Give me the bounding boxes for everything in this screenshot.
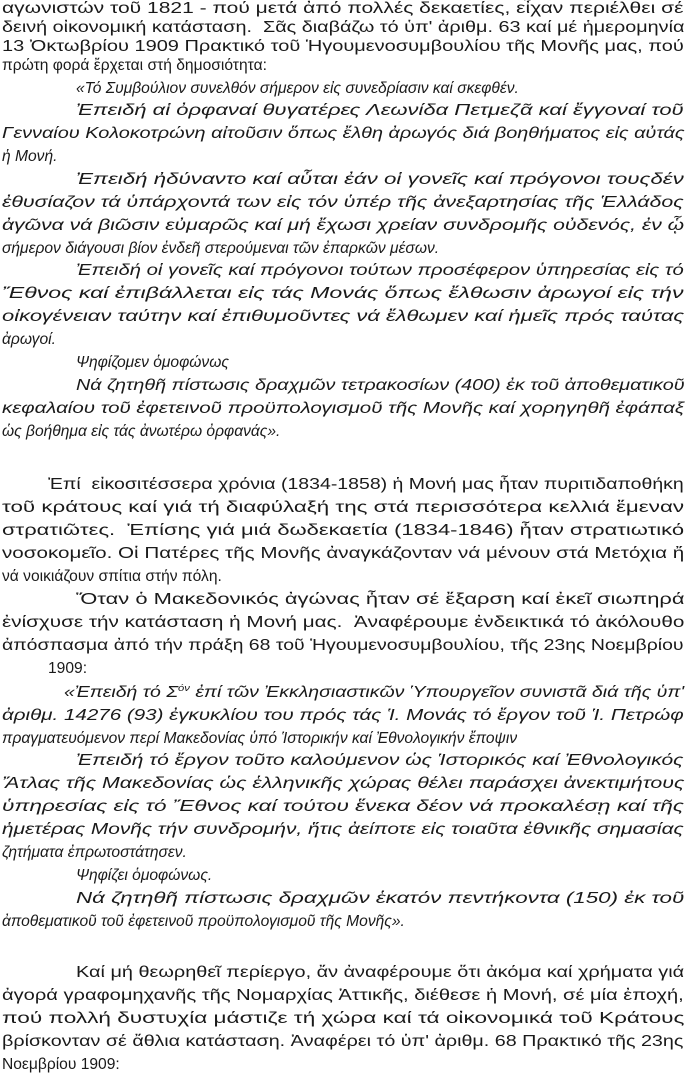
text-line: τοῦ κράτους καί γιά τή διαφύλαξή της στά περισσότερα κελλιά ἔμεναν bbox=[2, 499, 685, 516]
quote-line: ἡμετέρας Μονῆς τήν συνδρομήν, ἥτις ἀείποτε εἰς τοιαῦτα ἐθνικῆς σημασίας bbox=[2, 821, 684, 838]
quote-line: ὡς βοήθημα εἰς τάς ἀνωτέρω ὀρφανάς». bbox=[2, 423, 281, 440]
text-line: ἀπόσπασμα ἀπό τήν πράξη 68 τοῦ Ἡγουμενοσυμβουλίου, τῆς 23ης Νοεμβρίου bbox=[2, 637, 684, 654]
text-line: δεινή οἰκονομική κατάσταση. Σᾶς διαβάζω τό ὑπ' ἀριθμ. 63 καί μέ ἡμερομηνία bbox=[2, 19, 685, 36]
quote-line: Γενναίου Κολοκοτρώνη αἰτοῦσιν ὅπως ἔλθη ἀρωγός διά βοηθήματος εἰς αὐτάς bbox=[2, 125, 685, 142]
quote-line: οἰκογένειαν ταύτην καί ἐπιθυμοῦντες νά ἔλθωμεν καί ἡμεῖς πρός ταύτας bbox=[2, 308, 685, 325]
quote-line: ἀρωγοί. bbox=[2, 331, 56, 348]
text-line: ἀγορά γραφομηχανῆς τῆς Νομαρχίας Ἀττικῆς, διέθεσε ἡ Μονή, σέ μία ἐποχή, bbox=[2, 987, 684, 1004]
quote-line: σήμερον διάγουσι βίον ἐνδεῆ στερούμεναι τῶν ἐπαρκῶν μέσων. bbox=[2, 240, 440, 257]
text-line: Ἐπί εἰκοσιτέσσερα χρόνια (1834-1858) ἡ Μονή μας ἦταν πυριτιδαποθήκη bbox=[48, 476, 684, 493]
quote-line: κεφαλαίου τοῦ ἐφετεινοῦ προϋπολογισμοῦ τῆς Μονῆς καί χορηγηθῆ ἐφάπαξ bbox=[2, 400, 685, 417]
text-line: αγωνιστών τοῦ 1821 - πού μετά ἀπό πολλές δεκαετίες, εἶχαν περιέλθει σέ bbox=[2, 0, 684, 17]
text-line: Καί μή θεωρηθεῖ περίεργο, ἄν ἀναφέρουμε ὅτι ἀκόμα καί χρήματα γιά bbox=[76, 964, 685, 981]
superscript: όν bbox=[178, 683, 190, 693]
line-tail: ἐπί τῶν Ἐκκλησιαστικῶν Ὑπουργεῖον συνιστᾶ διά τῆς ὑπ' bbox=[189, 684, 685, 701]
quote-line: Ψηφίζομεν ὁμοφώνως bbox=[76, 354, 229, 371]
text-line: Νοεμβρίου 1909: bbox=[2, 1056, 120, 1073]
quote-line: Ἐπειδή τό ἔργον τοῦτο καλούμενον ὡς Ἱστορικός καί Ἐθνολογικός bbox=[76, 752, 684, 769]
quote-line: Ἄτλας τῆς Μακεδονίας ὡς ἑλληνικῆς χώρας θέλει παράσχει ἀνεκτιμήτους bbox=[2, 775, 685, 792]
text-line: στρατιῶτες. Ἐπίσης γιά μιά δωδεκαετία (1834-1846) ἦταν στρατιωτικό bbox=[2, 522, 685, 539]
text-line: ἐνίσχυσε τήν κατάσταση ἡ Μονή μας. Ἀναφέρουμε ἐνδεικτικά τό ἀκόλουθο bbox=[2, 614, 685, 631]
quote-line: πραγματευόμενον περί Μακεδονίας ὑπό Ἱστορικήν καί Ἐθνολογικήν ἔποψιν bbox=[2, 730, 518, 747]
text-line: πρώτη φορά ἔρχεται στή δημοσιότητα: bbox=[2, 57, 267, 74]
text-line: βρίσκονταν σέ ἄθλια κατάσταση. Ἀναφέρει τό ὑπ' ἀριθμ. 68 Πρακτικό τῆς 23ης bbox=[2, 1033, 684, 1050]
text-line: πού πολλή δυστυχία μάστιζε τή χώρα καί τά οἰκονομικά τοῦ Κράτους bbox=[2, 1010, 685, 1027]
quote-line: Ἔθνος καί ἐπιβάλλεται εἰς τάς Μονάς ὅπως ἔλθωσιν ἀρωγοί εἰς τήν bbox=[2, 285, 684, 302]
quote-line: Ψηφίζει ὁμοφώνως. bbox=[76, 867, 213, 884]
quote-line: Ἐπειδή οἱ γονεῖς καί πρόγονοι τούτων προσέφερον ὑπηρεσίας εἰς τό bbox=[76, 262, 684, 279]
quote-line: «Τό Συμβούλιον συνελθόν σήμερον εἰς συνεδρίασιν καί σκεφθέν. bbox=[76, 80, 519, 97]
text-line: νά νοικιάζουν σπίτια στήν πόλη. bbox=[2, 568, 222, 585]
text-line: 13 Ὀκτωβρίου 1909 Πρακτικό τοῦ Ἡγουμενοσυμβουλίου τῆς Μονῆς μας, πού bbox=[2, 38, 684, 55]
quote-line: Νά ζητηθῆ πίστωσις δραχμῶν τετρακοσίων (400) ἐκ τοῦ ἀποθεματικοῦ bbox=[76, 377, 685, 394]
quote-line: ἀγῶνα νά βιῶσιν εὐμαρῶς καί μή ἔχωσι χρείαν συνδρομῆς οὐδενός, ἐν ᾧ bbox=[2, 217, 685, 234]
text-line: 1909: bbox=[48, 660, 88, 677]
quote-line: Νά ζητηθῆ πίστωσις δραχμῶν ἑκατόν πεντήκοντα (150) ἐκ τοῦ bbox=[76, 890, 685, 907]
quote-line: ζητήματα ἐπρωτοστάτησεν. bbox=[2, 844, 187, 861]
line-text: «Ἐπειδή τό Σ bbox=[64, 684, 179, 701]
quote-line: Ἐπειδή ἠδύναντο καί αὗται ἐάν οἱ γονεῖς καί πρόγονοι τουςδέν bbox=[76, 171, 684, 188]
quote-line: Ἐπειδή αἱ ὀρφαναί θυγατέρες Λεωνίδα Πετμεζᾶ καί ἔγγοναί τοῦ bbox=[76, 102, 684, 119]
quote-line: ὑπηρεσίας εἰς τό Ἔθνος καί τούτου ἕνεκα δέον νά προκαλέσῃ καί τῆς bbox=[2, 798, 684, 815]
text-line: Ὅταν ὁ Μακεδονικός ἀγώνας ἦταν σέ ἔξαρση καί ἐκεῖ σιωπηρά bbox=[76, 591, 685, 608]
quote-line: ἀποθεματικοῦ τοῦ ἐφετεινοῦ προϋπολογισμοῦ τῆς Μονῆς». bbox=[2, 913, 405, 930]
quote-line: ἀριθμ. 14276 (93) ἐγκυκλίου του πρός τάς Ἱ. Μονάς τό ἔργον τοῦ Ἱ. Πετρώφ bbox=[2, 707, 684, 724]
quote-line: ἡ Μονή. bbox=[2, 148, 58, 165]
text-line: νοσοκομεῖο. Οἱ Πατέρες τῆς Μονῆς ἀναγκάζονταν νά μένουν στά Μετόχια ἤ bbox=[2, 545, 685, 562]
quote-line: ἐθυσίαζον τά ὑπάρχοντά των εἰς τόν ὑπέρ τῆς ἀνεξαρτησίας τῆς Ἑλλάδος bbox=[2, 194, 684, 211]
quote-line bbox=[64, 684, 684, 702]
